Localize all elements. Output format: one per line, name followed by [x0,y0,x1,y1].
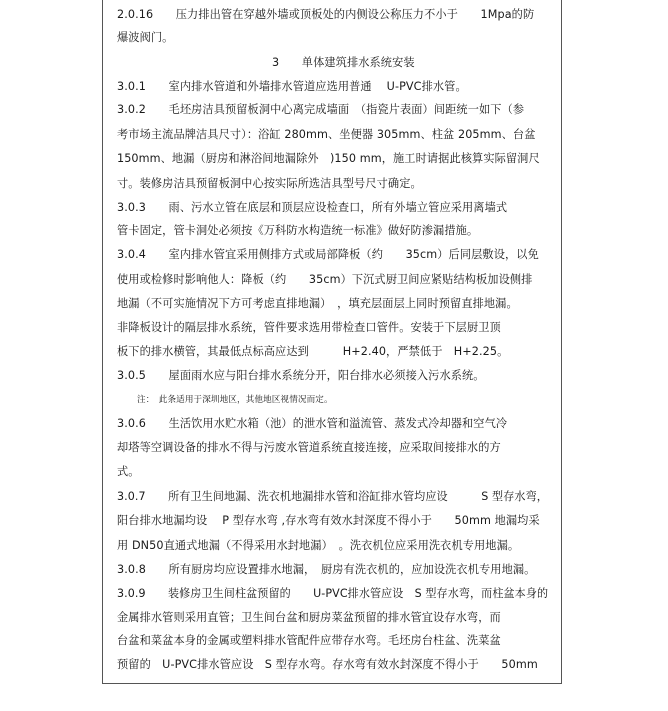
text-line: 3.0.8 所有厨房均应设置排水地漏， 厨房有洗衣机的，应加设洗衣机专用地漏。 [117,563,536,576]
text-line: 寸。装修房洁具预留板洞中心按实际所选洁具型号尺寸确定。 [117,177,422,190]
text-line: 用 DN50直通式地漏（不得采用水封地漏） 。洗衣机位应采用洗衣机专用地漏。 [117,539,520,552]
text-line: 3.0.3 雨、污水立管在底层和顶层应设检查口，所有外墙立管应采用离墙式 [117,201,508,214]
text-line: 爆波阀门。 [117,31,174,44]
text-line: 考市场主流品牌洁具尺寸）：浴缸 280mm、坐便器 305mm、柱盆 205mm、台盆 [117,128,536,141]
text-line: 预留的 U-PVC排水管应设 S 型存水弯。存水弯有效水封深度不得小于 50mm [117,658,538,671]
text-line: 3.0.6 生活饮用水贮水箱（池）的泄水管和溢流管、蒸发式冷却器和空气冷 [117,417,508,430]
text-line: 3.0.2 毛坯房洁具预留板洞中心离完成墙面 （指瓷片表面）间距统一如下（参 [117,103,525,116]
text-line: 使用或检修时影响他人：降板（约 35cm）下沉式厨卫间应紧贴结构板加设侧排 [117,273,533,286]
text-line: 却塔等空调设备的排水不得与污废水管道系统直接连接，应采取间接排水的方 [117,441,501,454]
text-line: 板下的排水横管，其最低点标高应达到 H+2.40，严禁低于 H+2.25。 [117,345,509,358]
text-line: 地漏（不可实施情况下方可考虑直排地漏） ，填充层面层上同时预留直排地漏。 [117,297,518,310]
text-line: 式。 [117,465,140,478]
text-line: 150mm、地漏（厨房和淋浴间地漏除外 )150 mm，施工时请据此核算实际留洞尺 [117,152,540,165]
text-line: 2.0.16 压力排出管在穿越外墙或顶板处的内侧设公称压力不小于 1Mpa的防 [117,8,535,21]
text-line: 3.0.7 所有卫生间地漏、洗衣机地漏排水管和浴缸排水管均应设 S 型存水弯， [117,490,548,503]
text-line: 3.0.1 室内排水管道和外墙排水管道应选用普通 U-PVC排水管。 [117,80,467,93]
text-line: 金属排水管则采用直管；卫生间台盆和厨房菜盆预留的排水管宜设存水弯，而 [117,611,501,624]
text-line: 3.0.9 装修房卫生间柱盆预留的 U-PVC排水管应设 S 型存水弯，而柱盆本身的 [117,587,549,600]
text-line: 台盆和菜盆本身的金属或塑料排水管配件应带存水弯。毛坯房台柱盆、洗菜盆 [117,634,501,647]
text-line: 管卡固定，管卡洞处必须按《万科防水构造统一标准》做好防渗漏措施。 [117,224,479,237]
text-line: 阳台排水地漏均设 P 型存水弯 ,存水弯有效水封深度不得小于 50mm 地漏均采 [117,514,540,527]
text-line: 3.0.5 屋面雨水应与阳台排水系统分开，阳台排水必须接入污水系统。 [117,369,485,382]
text-line: 3.0.4 室内排水管宜采用侧排方式或局部降板（约 35cm）后同层敷设，以免 [117,248,539,261]
note-line: 注： 此条适用于深圳地区，其他地区视情况而定。 [137,395,333,405]
section-heading: 3 单体建筑排水系统安装 [272,56,415,69]
text-line: 非降板设计的隔层排水系统，管件要求选用带检查口管件。安装于下层厨卫顶 [117,321,501,334]
